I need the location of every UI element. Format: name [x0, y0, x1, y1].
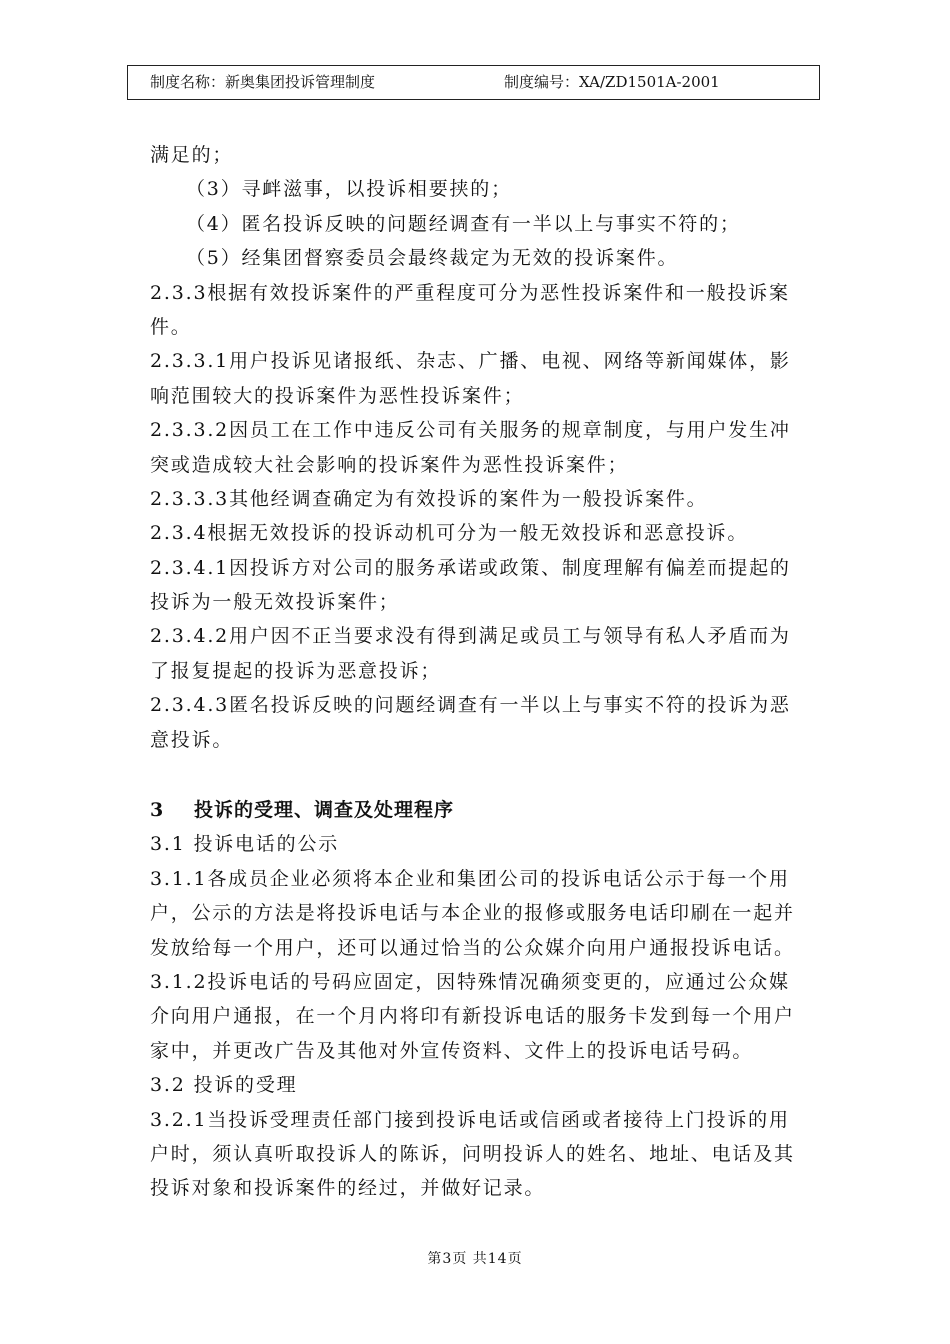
text-line: 3.1.1各成员企业必须将本企业和集团公司的投诉电话公示于每一个用	[150, 867, 790, 890]
text-line: （5）经集团督察委员会最终裁定为无效的投诉案件。	[186, 247, 679, 270]
section-heading	[150, 793, 840, 827]
section-gap	[150, 757, 840, 793]
text-line: 介向用户通报，在一个月内将印有新投诉电话的服务卡发到每一个用户	[150, 1005, 795, 1028]
document-header	[127, 65, 820, 100]
page-footer: 第3页 共14页	[427, 1251, 523, 1267]
text-line: 3.2.1当投诉受理责任部门接到投诉电话或信函或者接待上门投诉的用	[150, 1108, 790, 1131]
text-line: 2.3.4根据无效投诉的投诉动机可分为一般无效投诉和恶意投诉。	[150, 522, 749, 545]
regulation-code: 制度编号：XA/ZD1501A-2001	[504, 73, 720, 91]
text-line: （4）匿名投诉反映的问题经调查有一半以上与事实不符的；	[186, 212, 741, 235]
subsection-heading: 3.1 投诉电话的公示	[150, 833, 340, 856]
document-body	[150, 138, 840, 1206]
text-line: 3.1.2投诉电话的号码应固定，因特殊情况确须变更的，应通过公众媒	[150, 970, 790, 993]
text-line: 2.3.4.3匿名投诉反映的问题经调查有一半以上与事实不符的投诉为恶	[150, 694, 791, 717]
text-line: 意投诉。	[150, 728, 234, 751]
text-line: 投诉对象和投诉案件的经过，并做好记录。	[150, 1177, 546, 1200]
text-line: 响范围较大的投诉案件为恶性投诉案件；	[150, 384, 525, 407]
text-line: 2.3.3.3其他经调查确定为有效投诉的案件为一般投诉案件。	[150, 487, 708, 510]
text-line: 户，公示的方法是将投诉电话与本企业的报修或服务电话印刷在一起并	[150, 902, 795, 925]
text-line: 2.3.4.1因投诉方对公司的服务承诺或政策、制度理解有偏差而提起的	[150, 556, 791, 579]
text-line: 了报复提起的投诉为恶意投诉；	[150, 659, 442, 682]
text-line: 家中，并更改广告及其他对外宣传资料、文件上的投诉电话号码。	[150, 1039, 754, 1062]
text-line: 2.3.3.2因员工在工作中违反公司有关服务的规章制度，与用户发生冲	[150, 419, 791, 442]
text-line: （3）寻衅滋事，以投诉相要挟的；	[186, 178, 512, 201]
text-line: 件。	[150, 315, 192, 338]
section-title: 投诉的受理、调查及处理程序	[194, 799, 455, 822]
text-line: 2.3.4.2用户因不正当要求没有得到满足或员工与领导有私人矛盾而为	[150, 625, 791, 648]
section-number: 3	[150, 799, 165, 822]
text-line: 突或造成较大社会影响的投诉案件为恶性投诉案件；	[150, 453, 629, 476]
text-line: 满足的；	[150, 144, 234, 166]
text-line: 2.3.3根据有效投诉案件的严重程度可分为恶性投诉案件和一般投诉案	[150, 281, 790, 304]
text-line: 户时，须认真听取投诉人的陈诉，问明投诉人的姓名、地址、电话及其	[150, 1142, 795, 1165]
text-line: 投诉为一般无效投诉案件；	[150, 591, 400, 614]
regulation-name: 制度名称：新奥集团投诉管理制度	[150, 73, 376, 91]
text-line: 2.3.3.1用户投诉见诸报纸、杂志、广播、电视、网络等新闻媒体，影	[150, 350, 791, 373]
text-line: 发放给每一个用户，还可以通过恰当的公众媒介向用户通报投诉电话。	[150, 936, 795, 959]
subsection-heading: 3.2 投诉的受理	[150, 1074, 298, 1097]
